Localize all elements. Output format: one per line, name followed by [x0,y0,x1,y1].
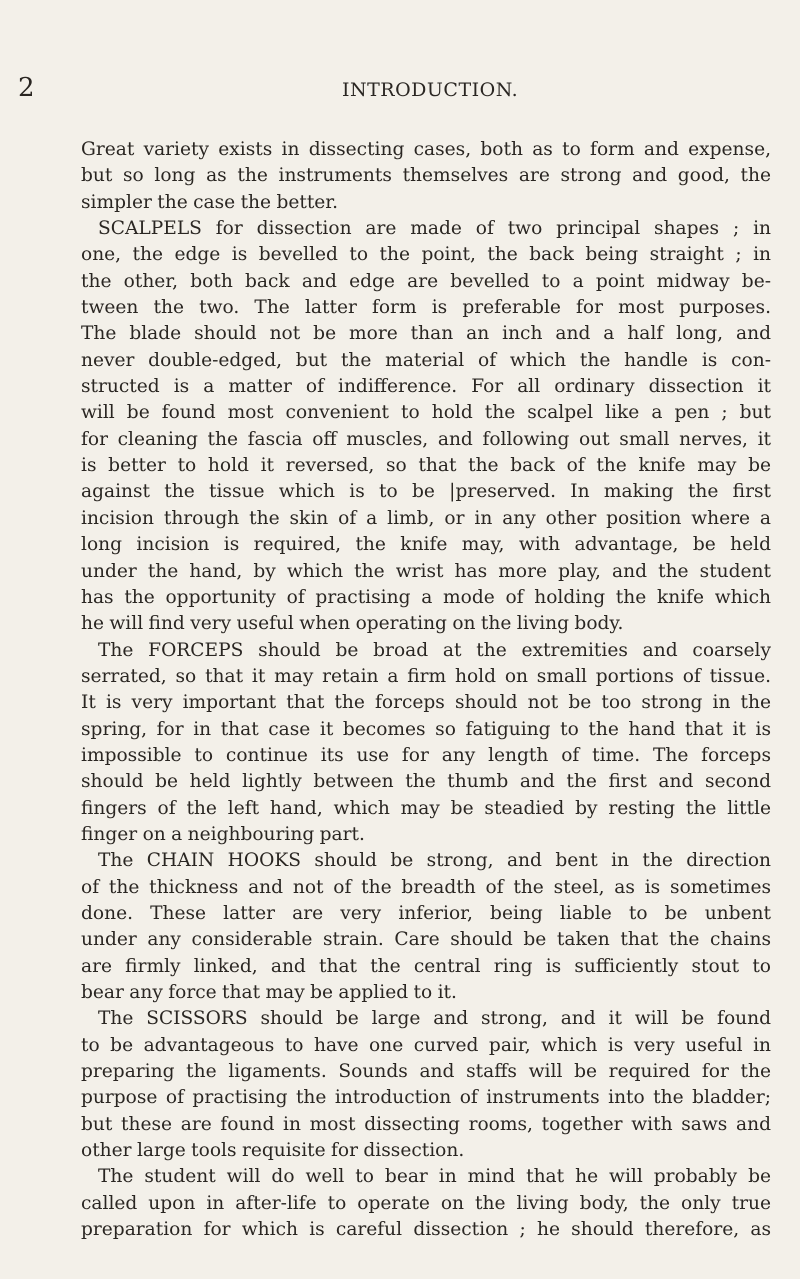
text-line: should be held lightly between the thumb and the first and second [81,771,771,793]
text-line: Great variety exists in dissecting cases, both as to form and expense, [81,139,771,160]
text-line: the other, both back and edge are bevelled to a point midway be- [81,270,771,292]
text-line: but these are found in most dissecting rooms, together with saws and [81,1113,771,1135]
text-line: are firmly linked, and that the central ring is sufficiently stout to [81,955,771,977]
running-title: INTRODUCTION. [342,79,519,101]
text-line: purpose of practising the introduction of instruments into the bladder; [81,1087,771,1109]
text-line: simpler the case the better. [81,191,339,213]
text-line: other large tools requisite for dissection. [81,1140,465,1162]
text-line: against the tissue which is to be |preserved. In making the first [81,481,771,503]
text-line: long incision is required, the knife may, with advantage, be held [81,534,771,556]
text-line: under the hand, by which the wrist has more play, and the student [81,560,771,582]
text-line: serrated, so that it may retain a firm hold on small portions of tissue. [81,665,771,687]
text-line: spring, for in that case it becomes so fatiguing to the hand that it is [81,718,771,740]
text-line: SCALPELS for dissection are made of two principal shapes ; in [98,218,771,240]
text-line: The SCISSORS should be large and strong, and it will be found [98,1008,771,1030]
text-line: but so long as the instruments themselves are strong and good, the [81,165,771,187]
text-line: one, the edge is bevelled to the point, the back being straight ; in [81,244,771,266]
text-line: It is very important that the forceps should not be too strong in the [81,692,771,714]
text-line: called upon in after-life to operate on the living body, the only true [81,1192,771,1214]
body-text [81,137,771,1243]
text-line: preparation for which is careful dissection ; he should therefore, as [81,1219,771,1241]
text-line: The student will do well to bear in mind that he will probably be [98,1166,771,1188]
text-line: he will find very useful when operating on the living body. [81,613,624,635]
text-line: bear any force that may be applied to it. [81,982,457,1003]
text-line: under any considerable strain. Care should be taken that the chains [81,929,771,951]
text-line: of the thickness and not of the breadth of the steel, as is sometimes [81,876,771,898]
text-line: incision through the skin of a limb, or in any other position where a [81,507,771,529]
text-line: for cleaning the fascia off muscles, and following out small nerves, it [81,428,771,450]
text-line: The CHAIN HOOKS should be strong, and bent in the direction [98,850,771,872]
text-line: structed is a matter of indifference. For all ordinary dissection it [81,376,771,398]
text-line: has the opportunity of practising a mode of holding the knife which [81,586,771,608]
text-line: tween the two. The latter form is preferable for most purposes. [81,297,771,319]
page-number: 2 [18,73,35,103]
text-line: impossible to continue its use for any length of time. The forceps [81,744,771,766]
text-line: preparing the ligaments. Sounds and staffs will be required for the [81,1061,771,1083]
text-line: The blade should not be more than an inch and a half long, and [81,323,771,345]
text-line: never double-edged, but the material of which the handle is con- [81,349,771,371]
text-line: finger on a neighbouring part. [81,823,365,845]
text-line: The FORCEPS should be broad at the extremities and coarsely [98,639,771,661]
text-line: done. These latter are very inferior, being liable to be unbent [81,902,771,924]
text-line: fingers of the left hand, which may be steadied by resting the little [81,797,771,819]
text-line: to be advantageous to have one curved pair, which is very useful in [81,1034,771,1056]
text-line: will be found most convenient to hold the scalpel like a pen ; but [81,402,771,424]
text-line: is better to hold it reversed, so that the back of the knife may be [81,455,771,477]
